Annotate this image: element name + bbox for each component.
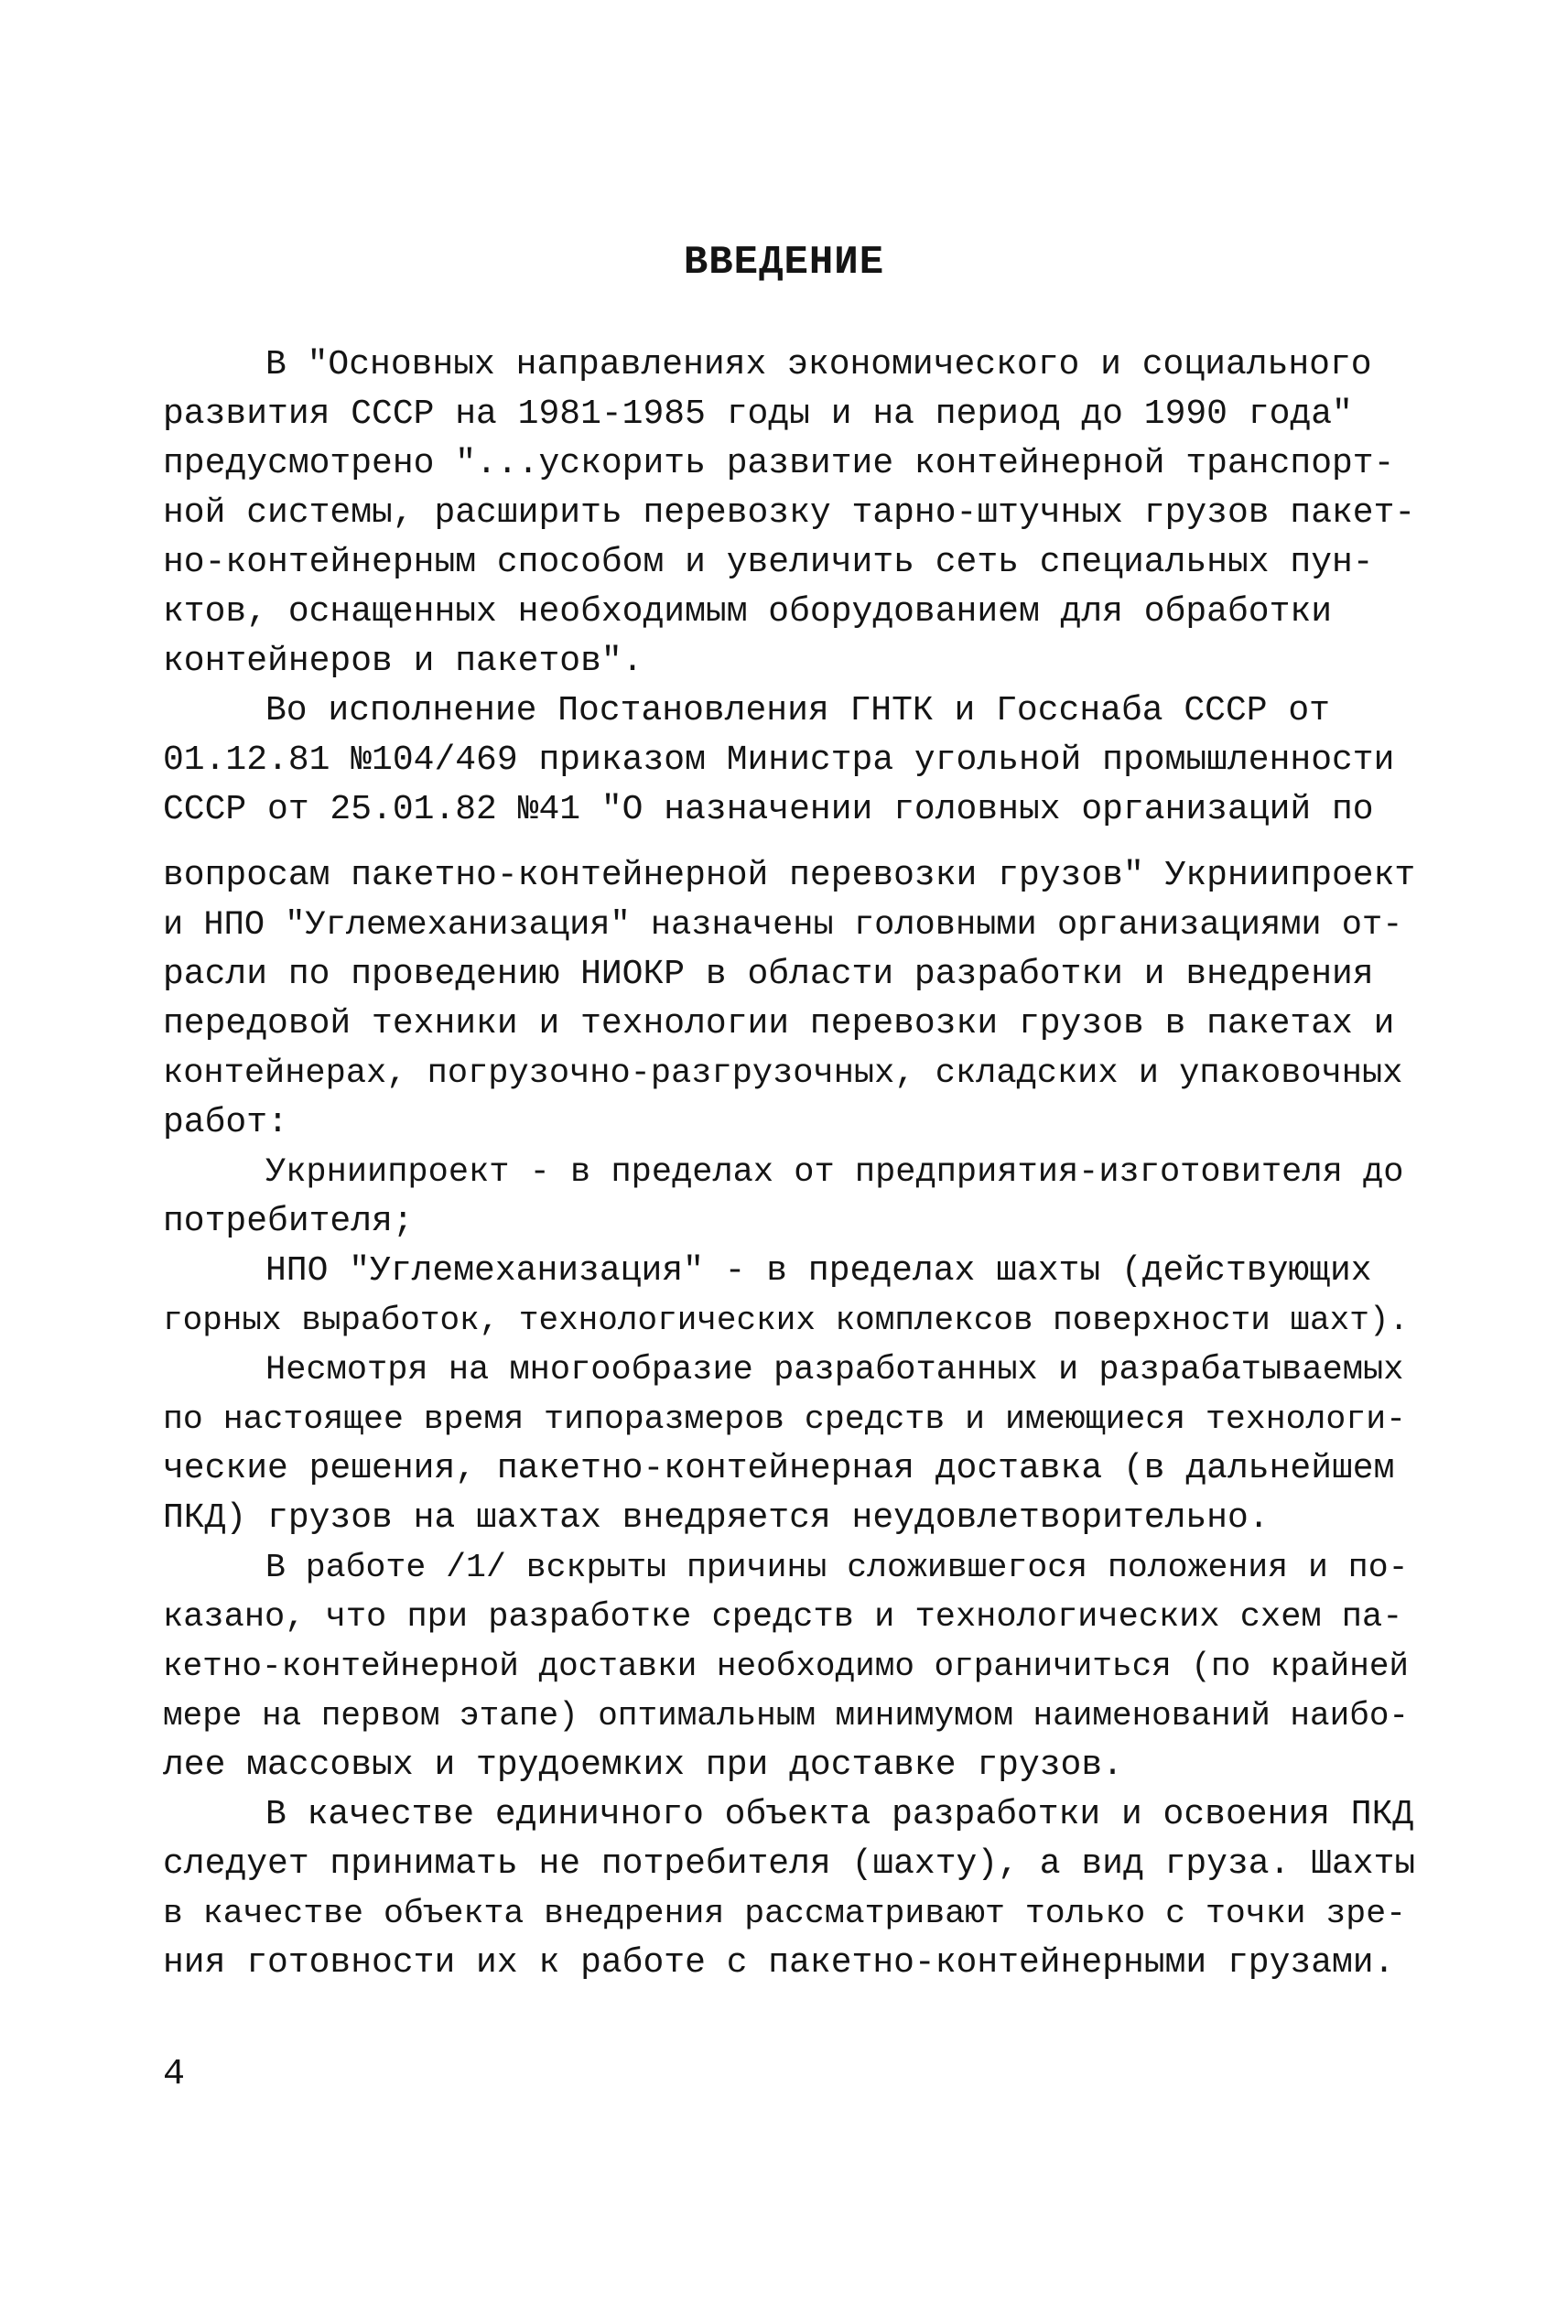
text-line: но-контейнерным способом и увеличить сеть специальных пун- (163, 543, 1374, 582)
text-line: ния готовности их к работе с пакетно-контейнерными грузами. (163, 1943, 1395, 1983)
text-line: в качестве объекта внедрения рассматривают только с точки зре- (163, 1895, 1407, 1932)
text-line: ктов, оснащенных необходимым оборудованием для обработки (163, 592, 1333, 632)
text-line: мере на первом этапе) оптимальным минимумом наименований наибо- (163, 1697, 1410, 1735)
text-line: контейнерах, погрузочно-разгрузочных, складских и упаковочных (163, 1054, 1403, 1093)
text-line: СССР от 25.01.82 №41 "О назначении головных организаций по (163, 790, 1374, 829)
text-line: по настоящее время типоразмеров средств и имеющиеся технологи- (163, 1400, 1407, 1438)
text-line: расли по проведению НИОКР в области разработки и внедрения (163, 955, 1374, 994)
text-line: кетно-контейнерной доставки необходимо ограничиться (по крайней (163, 1648, 1410, 1685)
text-line: Укрниипроект - в пределах от предприятия-изготовителя до (265, 1153, 1404, 1192)
text-line: вопросам пакетно-контейнерной перевозки грузов" Укрниипроект (163, 856, 1416, 895)
text-line: казано, что при разработке средств и технологических схем па- (163, 1598, 1403, 1637)
text-line: и НПО "Углемеханизация" назначены головными организациями от- (163, 906, 1403, 945)
text-line: ческие решения, пакетно-контейнерная доставка (в дальнейшем (163, 1449, 1395, 1488)
text-line: В "Основных направлениях экономического и социального (265, 345, 1372, 384)
text-line: лее массовых и трудоемких при доставке грузов. (163, 1746, 1123, 1785)
text-line: Во исполнение Постановления ГНТК и Госснаба СССР от (265, 691, 1330, 730)
text-line: НПО "Углемеханизация" - в пределах шахты (действующих (265, 1251, 1372, 1291)
text-line: предусмотрено "...ускорить развитие контейнерной транспорт- (163, 444, 1395, 483)
text-line: ной системы, расширить перевозку тарно-штучных грузов пакет- (163, 493, 1416, 533)
text-line: В работе /1/ вскрыты причины сложившегося положения и по- (265, 1549, 1409, 1586)
text-line: передовой техники и технологии перевозки грузов в пакетах и (163, 1004, 1395, 1043)
text-line: Несмотря на многообразие разработанных и разрабатываемых (265, 1351, 1404, 1389)
text-line: ПКД) грузов на шахтах внедряется неудовлетворительно. (163, 1498, 1270, 1538)
text-line: горных выработок, технологических комплексов поверхности шахт). (163, 1302, 1410, 1339)
text-line: следует принимать не потребителя (шахту), а вид груза. Шахты (163, 1844, 1416, 1884)
body-text (163, 340, 1417, 1988)
text-line: контейнеров и пакетов". (163, 642, 643, 681)
section-title: ВВЕДЕНИЕ (683, 240, 885, 286)
page-number: 4 (163, 2054, 186, 2095)
text-line: работ: (163, 1103, 288, 1142)
text-line: В качестве единичного объекта разработки и освоения ПКД (265, 1795, 1414, 1834)
text-line: потребителя; (163, 1202, 414, 1241)
text-line: 01.12.81 №104/469 приказом Министра угольной промышленности (163, 740, 1395, 780)
text-line: развития СССР на 1981-1985 годы и на период до 1990 года" (163, 395, 1353, 434)
